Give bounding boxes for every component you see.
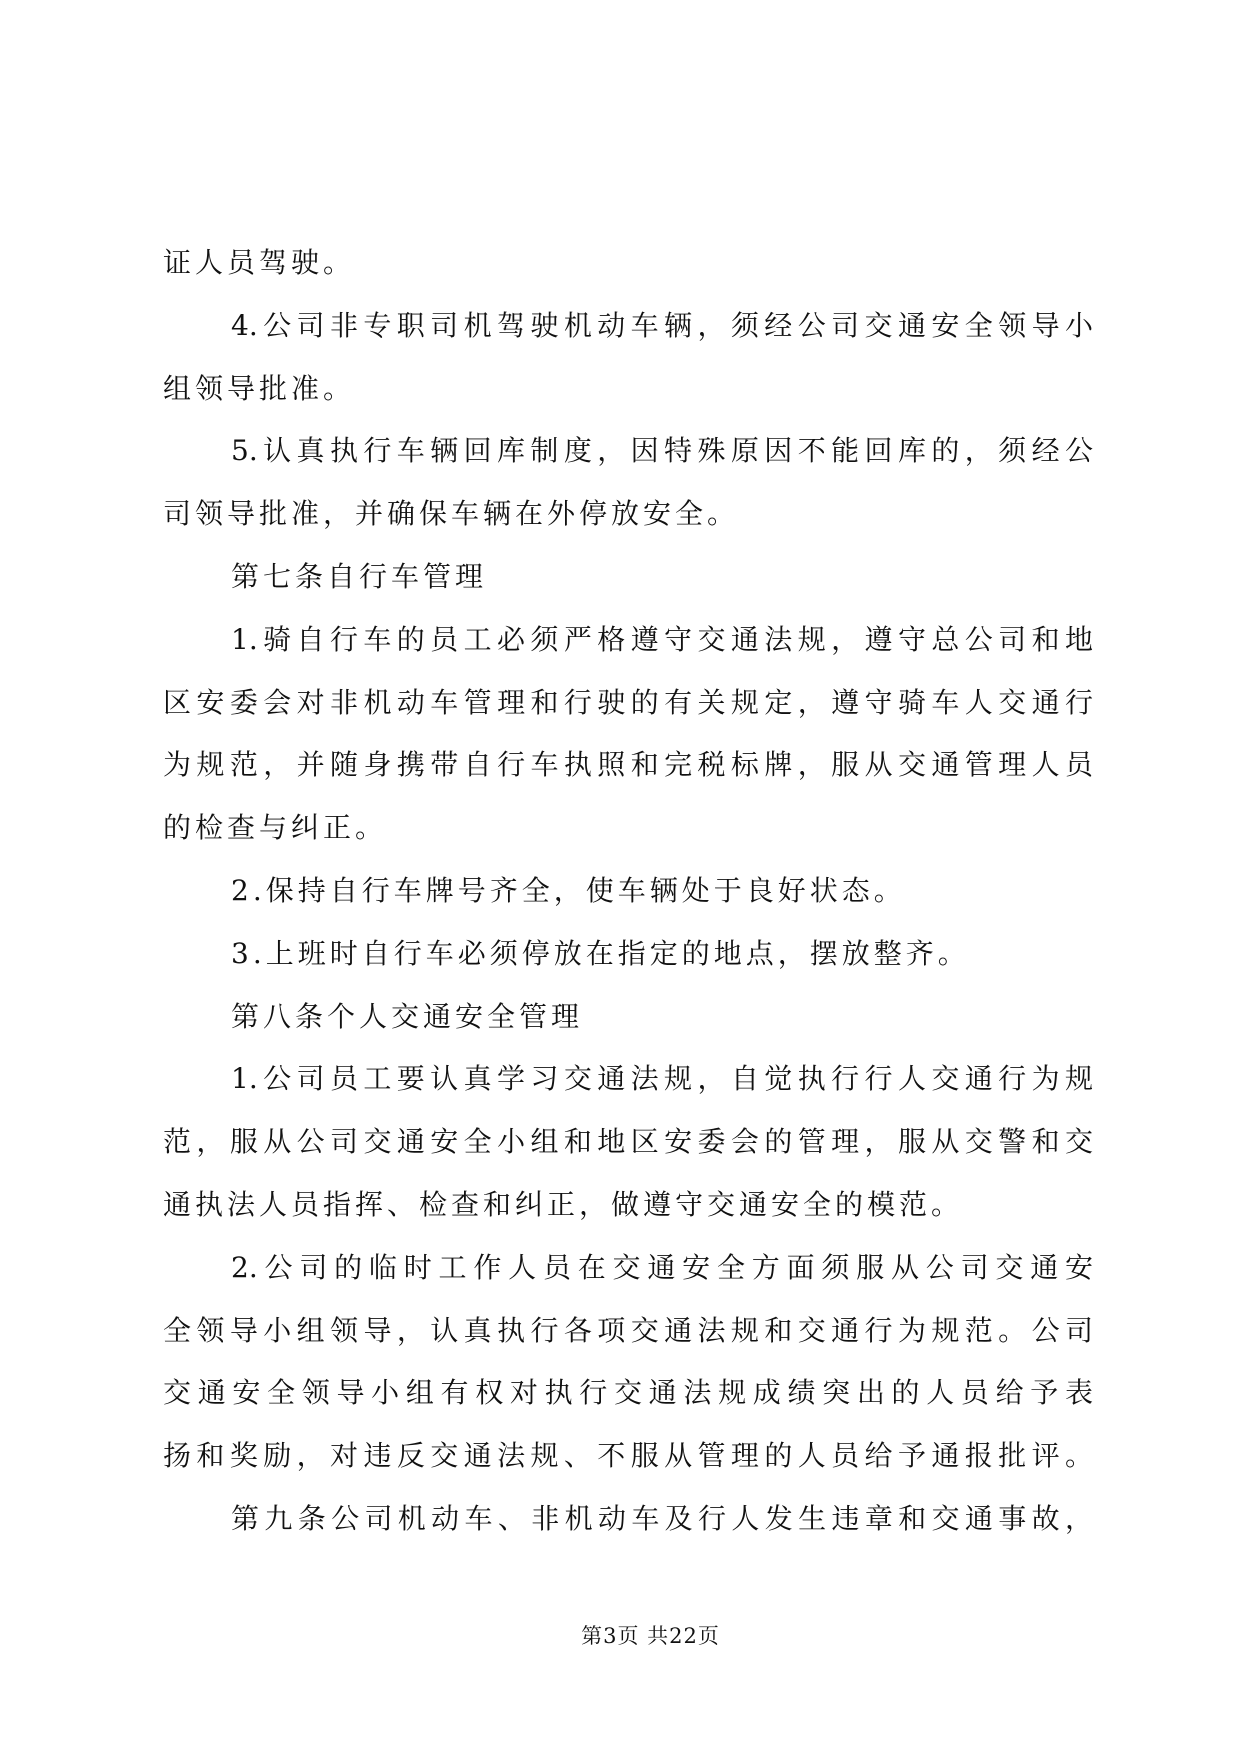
paragraph — [163, 1237, 1093, 1488]
paragraph — [163, 1048, 1093, 1236]
text-line: 区安委会对非机动车管理和行驶的有关规定，遵守骑车人交通行 — [163, 685, 1093, 719]
paragraph — [163, 609, 1093, 860]
text-line: 为规范，并随身携带自行车执照和完税标牌，服从交通管理人员 — [163, 748, 1093, 782]
text-line: 第八条个人交通安全管理 — [231, 999, 584, 1033]
text-line: 第七条自行车管理 — [231, 559, 488, 593]
page-number-footer: 第3页 共22页 — [581, 1624, 720, 1648]
paragraph — [163, 546, 1093, 609]
paragraph — [163, 295, 1093, 421]
text-line: 2.保持自行车牌号齐全，使车辆处于良好状态。 — [231, 873, 906, 907]
text-line: 全领导小组领导，认真执行各项交通法规和交通行为规范。公司 — [163, 1313, 1093, 1347]
text-line: 范，服从公司交通安全小组和地区安委会的管理，服从交警和交 — [163, 1125, 1093, 1159]
text-line: 1.公司员工要认真学习交通法规，自觉执行行人交通行为规 — [231, 1062, 1093, 1096]
paragraph — [163, 860, 1093, 923]
paragraph — [163, 232, 1093, 295]
text-line: 组领导批准。 — [163, 371, 356, 405]
paragraph — [163, 923, 1093, 986]
paragraph — [163, 420, 1093, 546]
text-line: 4.公司非专职司机驾驶机动车辆，须经公司交通安全领导小 — [231, 308, 1093, 342]
text-line: 的检查与纠正。 — [163, 811, 388, 845]
text-line: 第九条公司机动车、非机动车及行人发生违章和交通事故， — [231, 1501, 1093, 1535]
text-line: 3.上班时自行车必须停放在指定的地点，摆放整齐。 — [231, 936, 970, 970]
document-body — [163, 232, 1093, 1551]
text-line: 扬和奖励，对违反交通法规、不服从管理的人员给予通报批评。 — [163, 1439, 1093, 1473]
text-line: 2.公司的临时工作人员在交通安全方面须服从公司交通安 — [231, 1250, 1093, 1284]
text-line: 证人员驾驶。 — [163, 246, 356, 279]
text-line: 1.骑自行车的员工必须严格遵守交通法规，遵守总公司和地 — [231, 622, 1093, 656]
text-line: 交通安全领导小组有权对执行交通法规成绩突出的人员给予表 — [163, 1376, 1093, 1410]
paragraph — [163, 986, 1093, 1049]
text-line: 司领导批准，并确保车辆在外停放安全。 — [163, 497, 740, 531]
paragraph — [163, 1488, 1093, 1551]
text-line: 通执法人员指挥、检查和纠正，做遵守交通安全的模范。 — [163, 1187, 964, 1221]
text-line: 5.认真执行车辆回库制度，因特殊原因不能回库的，须经公 — [231, 434, 1093, 468]
